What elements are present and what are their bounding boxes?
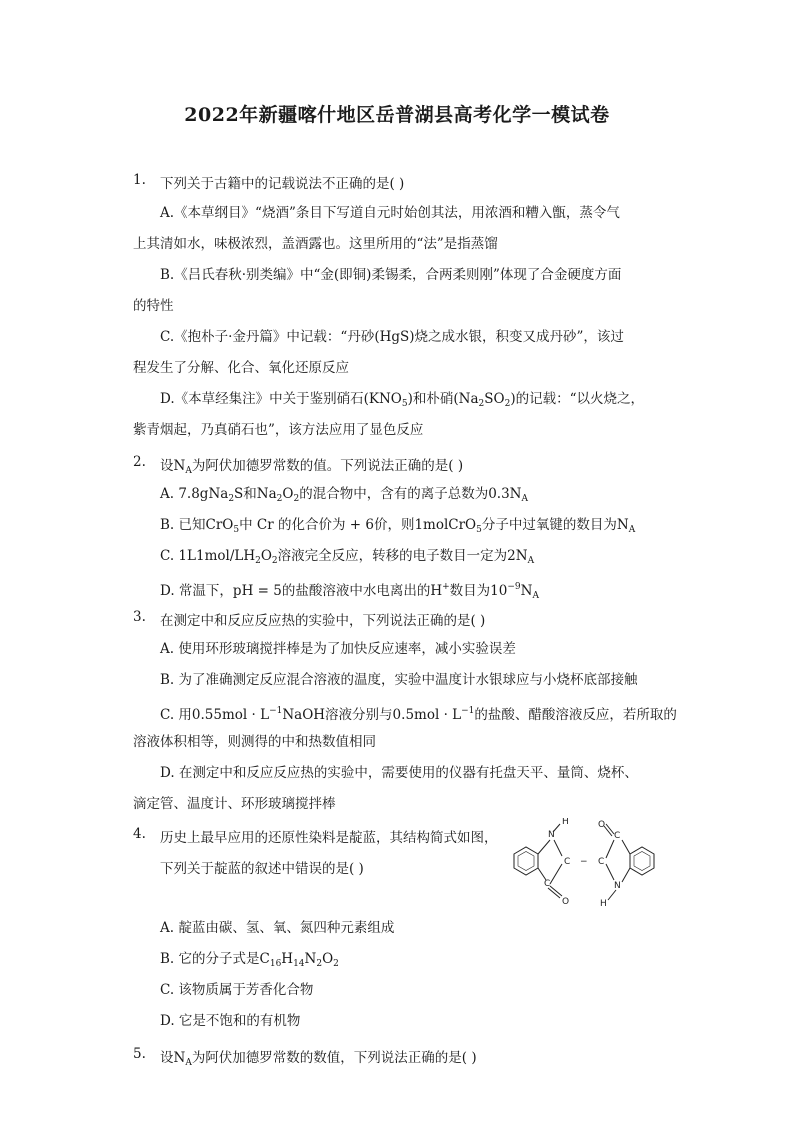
atom-label: H xyxy=(562,818,569,827)
text-segment: C. 用0.55mol · L xyxy=(160,707,270,723)
subscript: A xyxy=(185,1058,192,1068)
option-b-line1: B.《吕氏春秋·别类编》中“金(即铜)柔锡柔，合两柔则刚”体现了合金硬度方面 xyxy=(160,267,622,283)
option-a: A. 使用环形玻璃搅拌棒是为了加快反应速率，减小实验误差 xyxy=(160,641,516,657)
subscript: 2 xyxy=(276,494,283,504)
option-d xyxy=(160,572,665,603)
text-segment: 数目为10 xyxy=(449,583,508,599)
atom-label: N xyxy=(548,830,555,840)
option-c-line2: 溶液体积相等，则测得的中和热数值相同 xyxy=(133,734,376,750)
text-segment: 为阿伏加德罗常数的值。下列说法正确的是( ) xyxy=(191,458,464,474)
option-d-line1: D. 在测定中和反应反应热的实验中，需要使用的仪器有托盘天平、量筒、烧杯、 xyxy=(160,765,638,781)
question-1-options xyxy=(133,198,665,446)
text-segment: N xyxy=(520,583,533,599)
subscript: 2 xyxy=(228,494,235,504)
question-stem xyxy=(160,454,463,476)
text-segment: O xyxy=(260,548,272,564)
text-segment: 的混合物中，含有的离子总数为0.3N xyxy=(299,486,522,502)
text-segment: S和Na xyxy=(234,486,277,502)
question-stem xyxy=(160,1046,477,1068)
subscript: 2 xyxy=(504,399,511,409)
subscript: 16 xyxy=(269,959,282,969)
text-segment: D.《本草经集注》中关于鉴别硝石(KNO xyxy=(160,391,402,407)
subscript: 5 xyxy=(476,525,482,535)
atom-label: C xyxy=(564,857,571,867)
text-segment: O xyxy=(322,951,334,967)
option-d-line1 xyxy=(160,384,665,415)
question-stem: 下列关于古籍中的记载说法不正确的是( ) xyxy=(160,176,405,192)
question-number: 2. xyxy=(133,454,146,470)
subscript: A xyxy=(628,525,636,535)
subscript: 2 xyxy=(255,556,261,566)
text-segment: 为阿伏加德罗常数的数值，下列说法正确的是( ) xyxy=(191,1050,477,1066)
text-segment: B. 已知CrO xyxy=(160,517,234,533)
option-c-line1: C.《抱朴子·金丹篇》中记载：“丹砂(HgS)烧之成水银，积变又成丹砂”，该过 xyxy=(160,329,624,345)
atom-label: N xyxy=(614,881,621,891)
text-segment: 设N xyxy=(160,458,186,474)
atom-label: O xyxy=(598,820,606,830)
option-d-line2: 紫青烟起，乃真硝石也”，该方法应用了显色反应 xyxy=(133,422,424,438)
option-b xyxy=(160,510,665,541)
option-c xyxy=(160,541,665,572)
atom-label: C xyxy=(598,857,605,867)
text-segment: )的记载：“以火烧之， xyxy=(510,391,644,407)
option-c-line2: 程发生了分解、化合、氧化还原反应 xyxy=(133,360,349,376)
question-stem-line1: 历史上最早应用的还原性染料是靛蓝，其结构简式如图， xyxy=(160,830,498,846)
question-3-options xyxy=(133,634,677,820)
text-segment: O xyxy=(282,486,294,502)
option-b-line2: 的特性 xyxy=(133,298,174,314)
option-a-line2: 上其清如水，味极浓烈，盖酒露也。这里所用的“法”是指蒸馏 xyxy=(133,236,498,252)
subscript: A xyxy=(527,556,535,566)
option-d-line2: 滴定管、温度计、环形玻璃搅拌棒 xyxy=(133,796,336,812)
indigo-structure-diagram xyxy=(508,818,658,910)
option-a xyxy=(160,479,665,510)
text-segment: B. 它的分子式是C xyxy=(160,951,270,967)
atom-label: − xyxy=(580,857,588,867)
subscript: 2 xyxy=(271,556,278,566)
subscript: A xyxy=(532,591,539,601)
subscript: 2 xyxy=(293,494,300,504)
option-c: C. 该物质属于芳香化合物 xyxy=(160,982,314,998)
superscript: −1 xyxy=(269,706,283,716)
option-b: B. 为了准确测定反应混合溶液的温度，实验中温度计水银球应与小烧杯底部接触 xyxy=(160,672,638,688)
atom-label: C xyxy=(614,831,621,841)
text-segment: 设N xyxy=(160,1050,186,1066)
text-segment: 的盐酸、醋酸溶液反应，若所取的 xyxy=(474,707,677,723)
option-b xyxy=(160,944,665,975)
question-stem-line2: 下列关于靛蓝的叙述中错误的是( ) xyxy=(160,861,364,877)
question-stem: 在测定中和反应反应热的实验中，下列说法正确的是( ) xyxy=(160,613,486,629)
exam-title: 2022年新疆喀什地区岳普湖县高考化学一模试卷 xyxy=(184,104,610,126)
subscript: 5 xyxy=(401,399,408,409)
text-segment: )和朴硝(Na xyxy=(407,391,479,407)
subscript: A xyxy=(185,466,192,476)
text-segment: 分子中过氧键的数目为N xyxy=(481,517,629,533)
subscript: 2 xyxy=(316,959,323,969)
question-number: 1. xyxy=(133,172,146,188)
subscript: A xyxy=(521,494,528,504)
subscript: 5 xyxy=(233,525,240,535)
subscript: 2 xyxy=(333,959,339,969)
text-segment: NaOH溶液分别与0.5mol · L xyxy=(282,707,462,723)
question-2-options xyxy=(160,479,665,603)
text-segment: A. 7.8gNa xyxy=(160,486,229,502)
text-segment: H xyxy=(281,951,294,967)
text-segment: N xyxy=(304,951,317,967)
question-4-options xyxy=(160,913,665,1037)
text-segment: SO xyxy=(484,391,505,407)
atom-label: O xyxy=(562,897,570,907)
text-segment: C. 1L1mol/LH xyxy=(160,548,256,564)
indigo-structure-svg xyxy=(508,818,658,910)
option-a: A. 靛蓝由碳、氢、氧、氮四种元素组成 xyxy=(160,920,395,936)
text-segment: 中 Cr 的化合价为 + 6价，则1molCrO xyxy=(239,517,477,533)
superscript: + xyxy=(442,582,450,592)
option-c-line1 xyxy=(160,696,677,727)
question-number: 3. xyxy=(133,609,146,625)
question-number: 4. xyxy=(133,826,146,842)
superscript: −9 xyxy=(507,582,521,592)
atom-label: H xyxy=(600,899,607,909)
text-segment: D. 常温下，pH = 5的盐酸溶液中水电离出的H xyxy=(160,583,443,599)
atom-label: C xyxy=(544,879,551,889)
subscript: 14 xyxy=(293,959,305,969)
text-segment: 溶液完全反应，转移的电子数目一定为2N xyxy=(277,548,528,564)
option-d: D. 它是不饱和的有机物 xyxy=(160,1013,301,1029)
option-a-line1: A.《本草纲目》“烧酒”条目下写道自元时始创其法，用浓酒和糟入甑，蒸令气 xyxy=(160,205,620,221)
subscript: 2 xyxy=(478,399,485,409)
superscript: −1 xyxy=(461,706,475,716)
question-number: 5. xyxy=(133,1046,146,1062)
